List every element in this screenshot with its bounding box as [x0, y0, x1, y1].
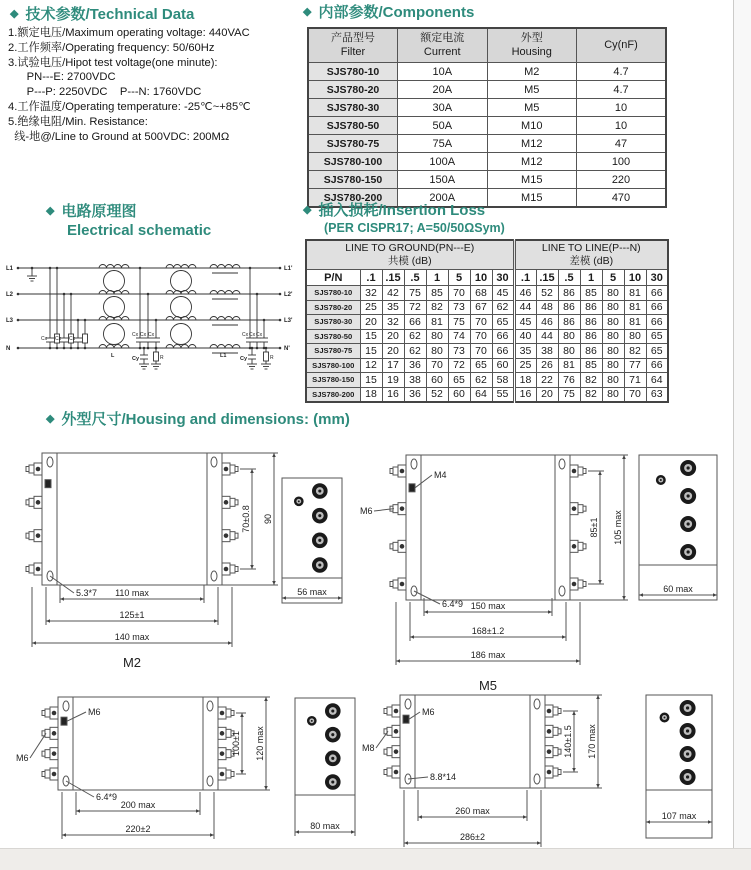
value-cell: M2: [487, 63, 577, 81]
freq-header: .1: [514, 270, 536, 286]
db-cell: 66: [404, 315, 426, 330]
db-cell: 52: [536, 286, 558, 301]
db-cell: 48: [536, 300, 558, 315]
insertion-loss-heading: [303, 202, 505, 236]
db-cell: 38: [536, 344, 558, 359]
schematic-heading: [46, 203, 211, 239]
model-cell: SJS780-75: [308, 135, 398, 153]
value-cell: M10: [487, 117, 577, 135]
value-cell: 47: [577, 135, 667, 153]
db-cell: 35: [514, 344, 536, 359]
schematic-title-en: Electrical schematic: [67, 222, 212, 239]
model-cell: SJS780-10: [308, 63, 398, 81]
value-cell: 30A: [398, 99, 488, 117]
value-cell: 4.7: [577, 63, 667, 81]
db-cell: 80: [558, 344, 580, 359]
db-cell: 80: [602, 373, 624, 388]
svg-text:120 max: 120 max: [255, 726, 265, 761]
components-heading: [303, 4, 474, 23]
db-cell: 25: [514, 358, 536, 373]
db-cell: 75: [448, 315, 470, 330]
svg-text:Cx: Cx: [55, 336, 62, 342]
db-cell: 81: [426, 315, 448, 330]
components-row: [308, 63, 666, 81]
pn-cell: SJS780-75: [306, 344, 360, 359]
svg-text:105 max: 105 max: [613, 510, 623, 545]
svg-text:L2': L2': [284, 292, 293, 298]
freq-header: 5: [602, 270, 624, 286]
db-cell: 46: [536, 315, 558, 330]
db-cell: 81: [624, 315, 646, 330]
pn-cell: SJS780-20: [306, 300, 360, 315]
db-cell: 82: [426, 300, 448, 315]
db-cell: 80: [602, 300, 624, 315]
housing-drawing-m5: [352, 442, 734, 708]
value-cell: 10: [577, 99, 667, 117]
db-cell: 70: [470, 329, 492, 344]
components-row: [308, 99, 666, 117]
value-cell: 75A: [398, 135, 488, 153]
db-cell: 65: [646, 329, 668, 344]
db-cell: 62: [492, 300, 514, 315]
db-cell: 72: [404, 300, 426, 315]
db-cell: 65: [646, 344, 668, 359]
diamond-bullet-icon: ◆: [303, 204, 312, 216]
db-cell: 76: [558, 373, 580, 388]
db-cell: 70: [448, 286, 470, 301]
page-right-margin: [733, 0, 751, 848]
db-cell: 82: [580, 373, 602, 388]
svg-text:R: R: [270, 355, 274, 361]
svg-text:56 max: 56 max: [297, 587, 327, 597]
components-col-header: 产品型号 Filter: [308, 28, 398, 63]
db-cell: 80: [426, 329, 448, 344]
svg-text:100±1: 100±1: [231, 731, 241, 756]
db-cell: 20: [382, 344, 404, 359]
value-cell: M12: [487, 135, 577, 153]
value-cell: 200A: [398, 189, 488, 208]
pn-cell: SJS780-50: [306, 329, 360, 344]
svg-text:L1: L1: [6, 266, 14, 272]
svg-text:60 max: 60 max: [663, 584, 693, 594]
svg-text:168±1.2: 168±1.2: [471, 626, 505, 636]
housing-title: 外型尺寸/Housing and dimensions: (mm): [61, 411, 350, 428]
db-cell: 70: [624, 387, 646, 402]
components-col-header: 外型 Housing: [487, 28, 577, 63]
value-cell: 470: [577, 189, 667, 208]
db-cell: 82: [624, 344, 646, 359]
group-header-ground: LINE TO GROUND(PN---E) 共模 (dB): [306, 240, 514, 270]
value-cell: M12: [487, 153, 577, 171]
db-cell: 81: [624, 300, 646, 315]
db-cell: 80: [602, 344, 624, 359]
value-cell: 4.7: [577, 81, 667, 99]
components-title: 内部参数/Components: [318, 4, 475, 21]
freq-header: 30: [646, 270, 668, 286]
value-cell: 10: [577, 117, 667, 135]
svg-text:150 max: 150 max: [470, 601, 506, 611]
db-cell: 86: [558, 286, 580, 301]
svg-text:170 max: 170 max: [587, 724, 597, 759]
db-cell: 52: [426, 387, 448, 402]
svg-text:Cy: Cy: [240, 356, 248, 362]
db-cell: 80: [602, 358, 624, 373]
freq-header: 1: [426, 270, 448, 286]
svg-text:110 max: 110 max: [115, 588, 149, 598]
db-cell: 68: [470, 286, 492, 301]
db-cell: 67: [470, 300, 492, 315]
freq-header: .5: [558, 270, 580, 286]
value-cell: 150A: [398, 171, 488, 189]
value-cell: 20A: [398, 81, 488, 99]
db-cell: 66: [646, 315, 668, 330]
db-cell: 85: [426, 286, 448, 301]
svg-text:125±1: 125±1: [119, 610, 145, 620]
housing-heading: [46, 411, 350, 430]
db-cell: 80: [602, 286, 624, 301]
tech-data-line: 线-地@/Line to Ground at 500VDC: 200MΩ: [8, 130, 230, 143]
db-cell: 58: [492, 373, 514, 388]
value-cell: 10A: [398, 63, 488, 81]
diamond-bullet-icon: ◆: [10, 8, 19, 20]
model-cell: SJS780-50: [308, 117, 398, 135]
svg-text:L2: L2: [6, 292, 14, 298]
tech-data-line: P---P: 2250VDC P---N: 1760VDC: [8, 86, 202, 99]
db-cell: 62: [470, 373, 492, 388]
svg-text:8.8*14: 8.8*14: [430, 772, 457, 782]
components-table: [307, 27, 667, 208]
db-cell: 18: [360, 387, 382, 402]
freq-header: .5: [404, 270, 426, 286]
housing-drawing-m10: [12, 687, 368, 848]
svg-text:70±0.8: 70±0.8: [241, 505, 251, 533]
svg-text:Cx: Cx: [140, 332, 147, 338]
db-cell: 42: [382, 286, 404, 301]
db-cell: 15: [360, 329, 382, 344]
svg-text:M6: M6: [360, 506, 373, 516]
db-cell: 15: [360, 344, 382, 359]
pn-cell: SJS780-10: [306, 286, 360, 301]
db-cell: 62: [404, 329, 426, 344]
db-cell: 22: [536, 373, 558, 388]
freq-header: 30: [492, 270, 514, 286]
tech-data-line: 2.工作频率/Operating frequency: 50/60Hz: [8, 41, 215, 54]
freq-header: 10: [624, 270, 646, 286]
db-cell: 70: [470, 344, 492, 359]
pn-cell: SJS780-200: [306, 387, 360, 402]
electrical-schematic-drawing: [4, 252, 298, 402]
svg-text:Cx: Cx: [242, 332, 249, 338]
pn-cell: SJS780-100: [306, 358, 360, 373]
svg-text:M8: M8: [362, 743, 375, 753]
db-cell: 20: [360, 315, 382, 330]
freq-header: 1: [580, 270, 602, 286]
db-cell: 80: [602, 315, 624, 330]
housing-drawing-m15: [358, 687, 734, 848]
db-cell: 81: [558, 358, 580, 373]
svg-text:Cx: Cx: [148, 332, 155, 338]
insertion-row: [306, 286, 668, 301]
diamond-bullet-icon: ◆: [46, 413, 55, 425]
value-cell: M15: [487, 171, 577, 189]
technical-data-list: [8, 26, 251, 144]
components-col-header: Cy(nF): [577, 28, 667, 63]
db-cell: 38: [404, 373, 426, 388]
value-cell: 100: [577, 153, 667, 171]
insertion-row: [306, 315, 668, 330]
svg-text:M6: M6: [16, 753, 29, 763]
svg-text:260 max: 260 max: [455, 806, 490, 816]
components-row: [308, 171, 666, 189]
value-cell: M15: [487, 189, 577, 208]
db-cell: 74: [448, 329, 470, 344]
db-cell: 80: [602, 387, 624, 402]
db-cell: 85: [580, 286, 602, 301]
db-cell: 81: [624, 286, 646, 301]
db-cell: 65: [492, 315, 514, 330]
svg-text:286±2: 286±2: [460, 832, 485, 842]
svg-text:Cx: Cx: [41, 336, 48, 342]
db-cell: 55: [492, 387, 514, 402]
svg-text:L3': L3': [284, 318, 293, 324]
components-row: [308, 135, 666, 153]
db-cell: 32: [360, 286, 382, 301]
insertion-loss-title: 插入损耗/Insertion Loss: [318, 202, 486, 219]
svg-text:M4: M4: [434, 470, 447, 480]
db-cell: 66: [646, 300, 668, 315]
components-col-header: 额定电流 Current: [398, 28, 488, 63]
svg-text:L1: L1: [220, 353, 227, 359]
db-cell: 62: [404, 344, 426, 359]
insertion-row: [306, 344, 668, 359]
db-cell: 80: [558, 329, 580, 344]
db-cell: 20: [382, 329, 404, 344]
svg-text:Cx: Cx: [69, 336, 76, 342]
db-cell: 75: [558, 387, 580, 402]
db-cell: 63: [646, 387, 668, 402]
db-cell: 26: [536, 358, 558, 373]
components-row: [308, 117, 666, 135]
db-cell: 60: [492, 358, 514, 373]
model-cell: SJS780-150: [308, 171, 398, 189]
svg-text:107 max: 107 max: [661, 811, 697, 821]
db-cell: 86: [558, 300, 580, 315]
db-cell: 86: [558, 315, 580, 330]
components-row: [308, 81, 666, 99]
db-cell: 25: [360, 300, 382, 315]
db-cell: 36: [404, 387, 426, 402]
pn-cell: SJS780-30: [306, 315, 360, 330]
svg-text:6.4*9: 6.4*9: [442, 599, 464, 609]
db-cell: 71: [624, 373, 646, 388]
db-cell: 86: [580, 315, 602, 330]
freq-header: 10: [470, 270, 492, 286]
db-cell: 80: [426, 344, 448, 359]
value-cell: M5: [487, 99, 577, 117]
freq-header: .15: [536, 270, 558, 286]
db-cell: 64: [470, 387, 492, 402]
db-cell: 17: [382, 358, 404, 373]
freq-header: .15: [382, 270, 404, 286]
db-cell: 64: [646, 373, 668, 388]
diamond-bullet-icon: ◆: [303, 6, 312, 18]
db-cell: 40: [514, 329, 536, 344]
svg-text:200 max: 200 max: [120, 800, 156, 810]
db-cell: 75: [404, 286, 426, 301]
page-bottom-margin: [0, 848, 751, 870]
svg-text:N': N': [284, 346, 290, 352]
db-cell: 72: [448, 358, 470, 373]
db-cell: 66: [492, 329, 514, 344]
db-cell: 86: [580, 329, 602, 344]
svg-text:M6: M6: [88, 707, 101, 717]
db-cell: 35: [382, 300, 404, 315]
value-cell: 50A: [398, 117, 488, 135]
db-cell: 45: [492, 286, 514, 301]
db-cell: 66: [646, 358, 668, 373]
model-cell: SJS780-20: [308, 81, 398, 99]
tech-data-line: PN---E: 2700VDC: [8, 71, 116, 84]
svg-text:Cx: Cx: [132, 332, 139, 338]
svg-text:Cx: Cx: [249, 332, 256, 338]
db-cell: 60: [448, 387, 470, 402]
insertion-row: [306, 358, 668, 373]
db-cell: 70: [470, 315, 492, 330]
tech-data-line: 5.绝缘电阻/Min. Resistance:: [8, 115, 148, 128]
db-cell: 65: [448, 373, 470, 388]
schematic-title-zh: 电路原理图: [61, 203, 137, 220]
svg-text:M2: M2: [122, 655, 142, 670]
model-cell: SJS780-30: [308, 99, 398, 117]
svg-text:R: R: [160, 355, 164, 361]
db-cell: 44: [514, 300, 536, 315]
db-cell: 32: [382, 315, 404, 330]
db-cell: 73: [448, 300, 470, 315]
db-cell: 16: [382, 387, 404, 402]
svg-text:M5: M5: [478, 678, 498, 693]
db-cell: 65: [470, 358, 492, 373]
db-cell: 82: [580, 387, 602, 402]
diamond-bullet-icon: ◆: [46, 205, 55, 217]
db-cell: 15: [360, 373, 382, 388]
svg-text:90: 90: [263, 513, 273, 525]
db-cell: 73: [448, 344, 470, 359]
db-cell: 46: [514, 286, 536, 301]
value-cell: 100A: [398, 153, 488, 171]
svg-text:80 max: 80 max: [310, 821, 340, 831]
insertion-row: [306, 387, 668, 402]
freq-header: .1: [360, 270, 382, 286]
svg-text:N: N: [6, 346, 11, 352]
svg-text:140 max: 140 max: [114, 632, 150, 642]
svg-text:140±1.5: 140±1.5: [563, 725, 573, 758]
insertion-loss-subtitle: (PER CISPR17; A=50/50ΩSym): [324, 221, 505, 235]
db-cell: 70: [426, 358, 448, 373]
db-cell: 44: [536, 329, 558, 344]
components-row: [308, 153, 666, 171]
db-cell: 12: [360, 358, 382, 373]
svg-text:Cx: Cx: [256, 332, 263, 338]
db-cell: 77: [624, 358, 646, 373]
db-cell: 80: [624, 329, 646, 344]
db-cell: 66: [646, 286, 668, 301]
db-cell: 86: [580, 300, 602, 315]
svg-text:186 max: 186 max: [470, 650, 506, 660]
pn-cell: SJS780-150: [306, 373, 360, 388]
svg-text:220±2: 220±2: [125, 824, 151, 834]
insertion-row: [306, 329, 668, 344]
svg-text:L1': L1': [284, 266, 293, 272]
svg-text:L: L: [111, 353, 115, 359]
value-cell: 220: [577, 171, 667, 189]
db-cell: 18: [514, 373, 536, 388]
svg-text:85±1: 85±1: [589, 517, 599, 538]
group-header-line: LINE TO LINE(P---N) 差模 (dB): [514, 240, 668, 270]
model-cell: SJS780-200: [308, 189, 398, 208]
housing-drawing-m2: [18, 441, 360, 681]
db-cell: 86: [580, 344, 602, 359]
db-cell: 36: [404, 358, 426, 373]
db-cell: 80: [602, 329, 624, 344]
pn-header: P/N: [306, 270, 360, 286]
svg-text:M6: M6: [422, 707, 435, 717]
tech-data-line: 1.额定电压/Maximum operating voltage: 440VAC: [8, 27, 250, 39]
tech-data-heading: [10, 6, 194, 25]
svg-text:6.4*9: 6.4*9: [96, 792, 118, 802]
tech-data-line: 3.试验电压/Hipot test voltage(one minute):: [8, 56, 218, 69]
freq-header: 5: [448, 270, 470, 286]
tech-data-line: 4.工作温度/Operating temperature: -25℃~+85℃: [8, 100, 251, 113]
db-cell: 66: [492, 344, 514, 359]
svg-text:L3: L3: [6, 318, 14, 324]
db-cell: 19: [382, 373, 404, 388]
tech-data-title: 技术参数/Technical Data: [25, 6, 195, 23]
insertion-row: [306, 300, 668, 315]
svg-text:Cy: Cy: [132, 356, 140, 362]
db-cell: 16: [514, 387, 536, 402]
db-cell: 20: [536, 387, 558, 402]
db-cell: 85: [580, 358, 602, 373]
value-cell: M5: [487, 81, 577, 99]
svg-text:5.3*7: 5.3*7: [76, 588, 98, 598]
model-cell: SJS780-100: [308, 153, 398, 171]
db-cell: 60: [426, 373, 448, 388]
insertion-row: [306, 373, 668, 388]
db-cell: 45: [514, 315, 536, 330]
insertion-loss-table: [305, 239, 669, 403]
